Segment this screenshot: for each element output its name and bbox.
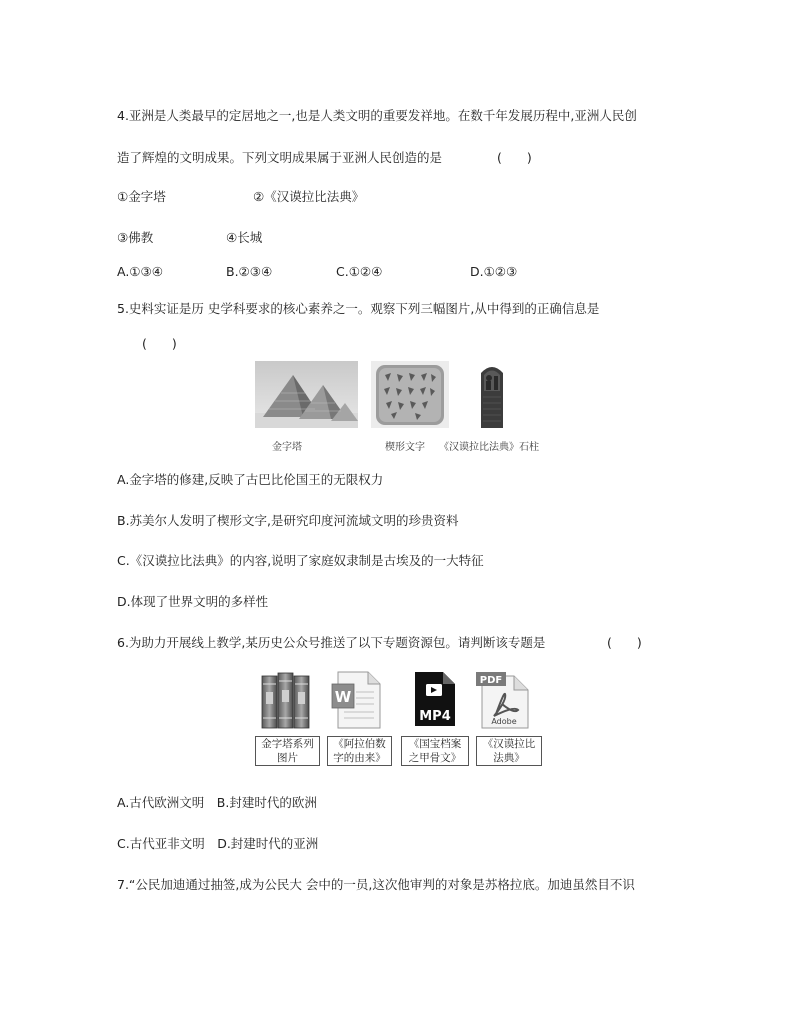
word-icon-letter: W [334,688,352,706]
q6-text-line1: 6.为助力开展线上教学,某历史公众号推送了以下专题资源包。请判断该专题是 [117,635,546,650]
q6-options-line2: C.古代亚非文明 D.封建时代的亚洲 [117,836,319,851]
resource-box-hammurabi-code [476,736,542,766]
q6-bracket: ( ) [607,635,642,650]
q4-option-d: D.①②③ [470,264,518,279]
q5-bracket: ( ) [142,336,177,351]
q4-text-line2: 造了辉煌的文明成果。下列文明成果属于亚洲人民创造的是 [117,150,443,165]
word-document-icon [330,670,382,730]
hammurabi-stele-image [473,361,511,428]
q4-text-line1: 4.亚洲是人类最早的定居地之一,也是人类文明的重要发祥地。在数千年发展历程中,亚洲人民创 [117,108,637,123]
q4-item-4: ④长城 [226,230,263,245]
resource-4-line1: 《汉谟拉比 [482,738,536,750]
q5-option-d: D.体现了世界文明的多样性 [117,594,269,609]
resource-3-line1: 《国宝档案 [408,738,462,750]
caption-cuneiform: 楔形文字 [385,442,425,453]
q4-option-c: C.①②④ [336,264,383,279]
resource-2-line1: 《阿拉伯数 [333,738,386,750]
resource-box-oracle-bone [401,736,469,766]
q4-item-2: ②《汉谟拉比法典》 [253,189,365,204]
q5-option-c: C.《汉谟拉比法典》的内容,说明了家庭奴隶制是古埃及的一大特征 [117,553,484,568]
resource-4-line2: 法典》 [493,752,525,764]
adobe-icon-label: Adobe [491,717,517,726]
resource-box-arabic-numerals [327,736,392,766]
q6-options-line1: A.古代欧洲文明 B.封建时代的欧洲 [117,795,317,810]
caption-pyramids: 金字塔 [272,442,302,453]
q4-bracket: ( ) [497,150,532,165]
pyramids-image [255,361,358,428]
q4-option-a: A.①③④ [117,264,163,279]
cuneiform-tablet-image [371,361,449,428]
q5-option-b: B.苏美尔人发明了楔形文字,是研究印度河流域文明的珍贵资料 [117,513,459,528]
q5-option-a: A.金字塔的修建,反映了古巴比伦国王的无限权力 [117,472,384,487]
q7-text-line1: 7.“公民加迪通过抽签,成为公民大 会中的一员,这次他审判的对象是苏格拉底。加迪虽然目不识 [117,877,635,892]
q4-item-1: ①金字塔 [117,189,166,204]
resource-3-line2: 之甲骨文》 [408,752,462,764]
q4-item-3: ③佛教 [117,230,154,245]
pdf-icon-label: PDF [479,675,503,686]
resource-box-pyramid-pictures [255,736,320,766]
q4-option-b: B.②③④ [226,264,273,279]
resource-1-line1: 金字塔系列 [261,738,314,750]
caption-hammurabi-stele: 《汉谟拉比法典》石柱 [439,442,539,453]
resource-1-line2: 图片 [277,752,298,764]
books-icon [260,670,314,730]
mp4-file-icon [413,670,457,728]
pdf-adobe-icon [474,670,532,730]
mp4-icon-label: MP4 [419,709,451,724]
q5-text-line1: 5.史料实证是历 史学科要求的核心素养之一。观察下列三幅图片,从中得到的正确信息是 [117,301,600,316]
resource-2-line2: 字的由来》 [333,752,386,764]
